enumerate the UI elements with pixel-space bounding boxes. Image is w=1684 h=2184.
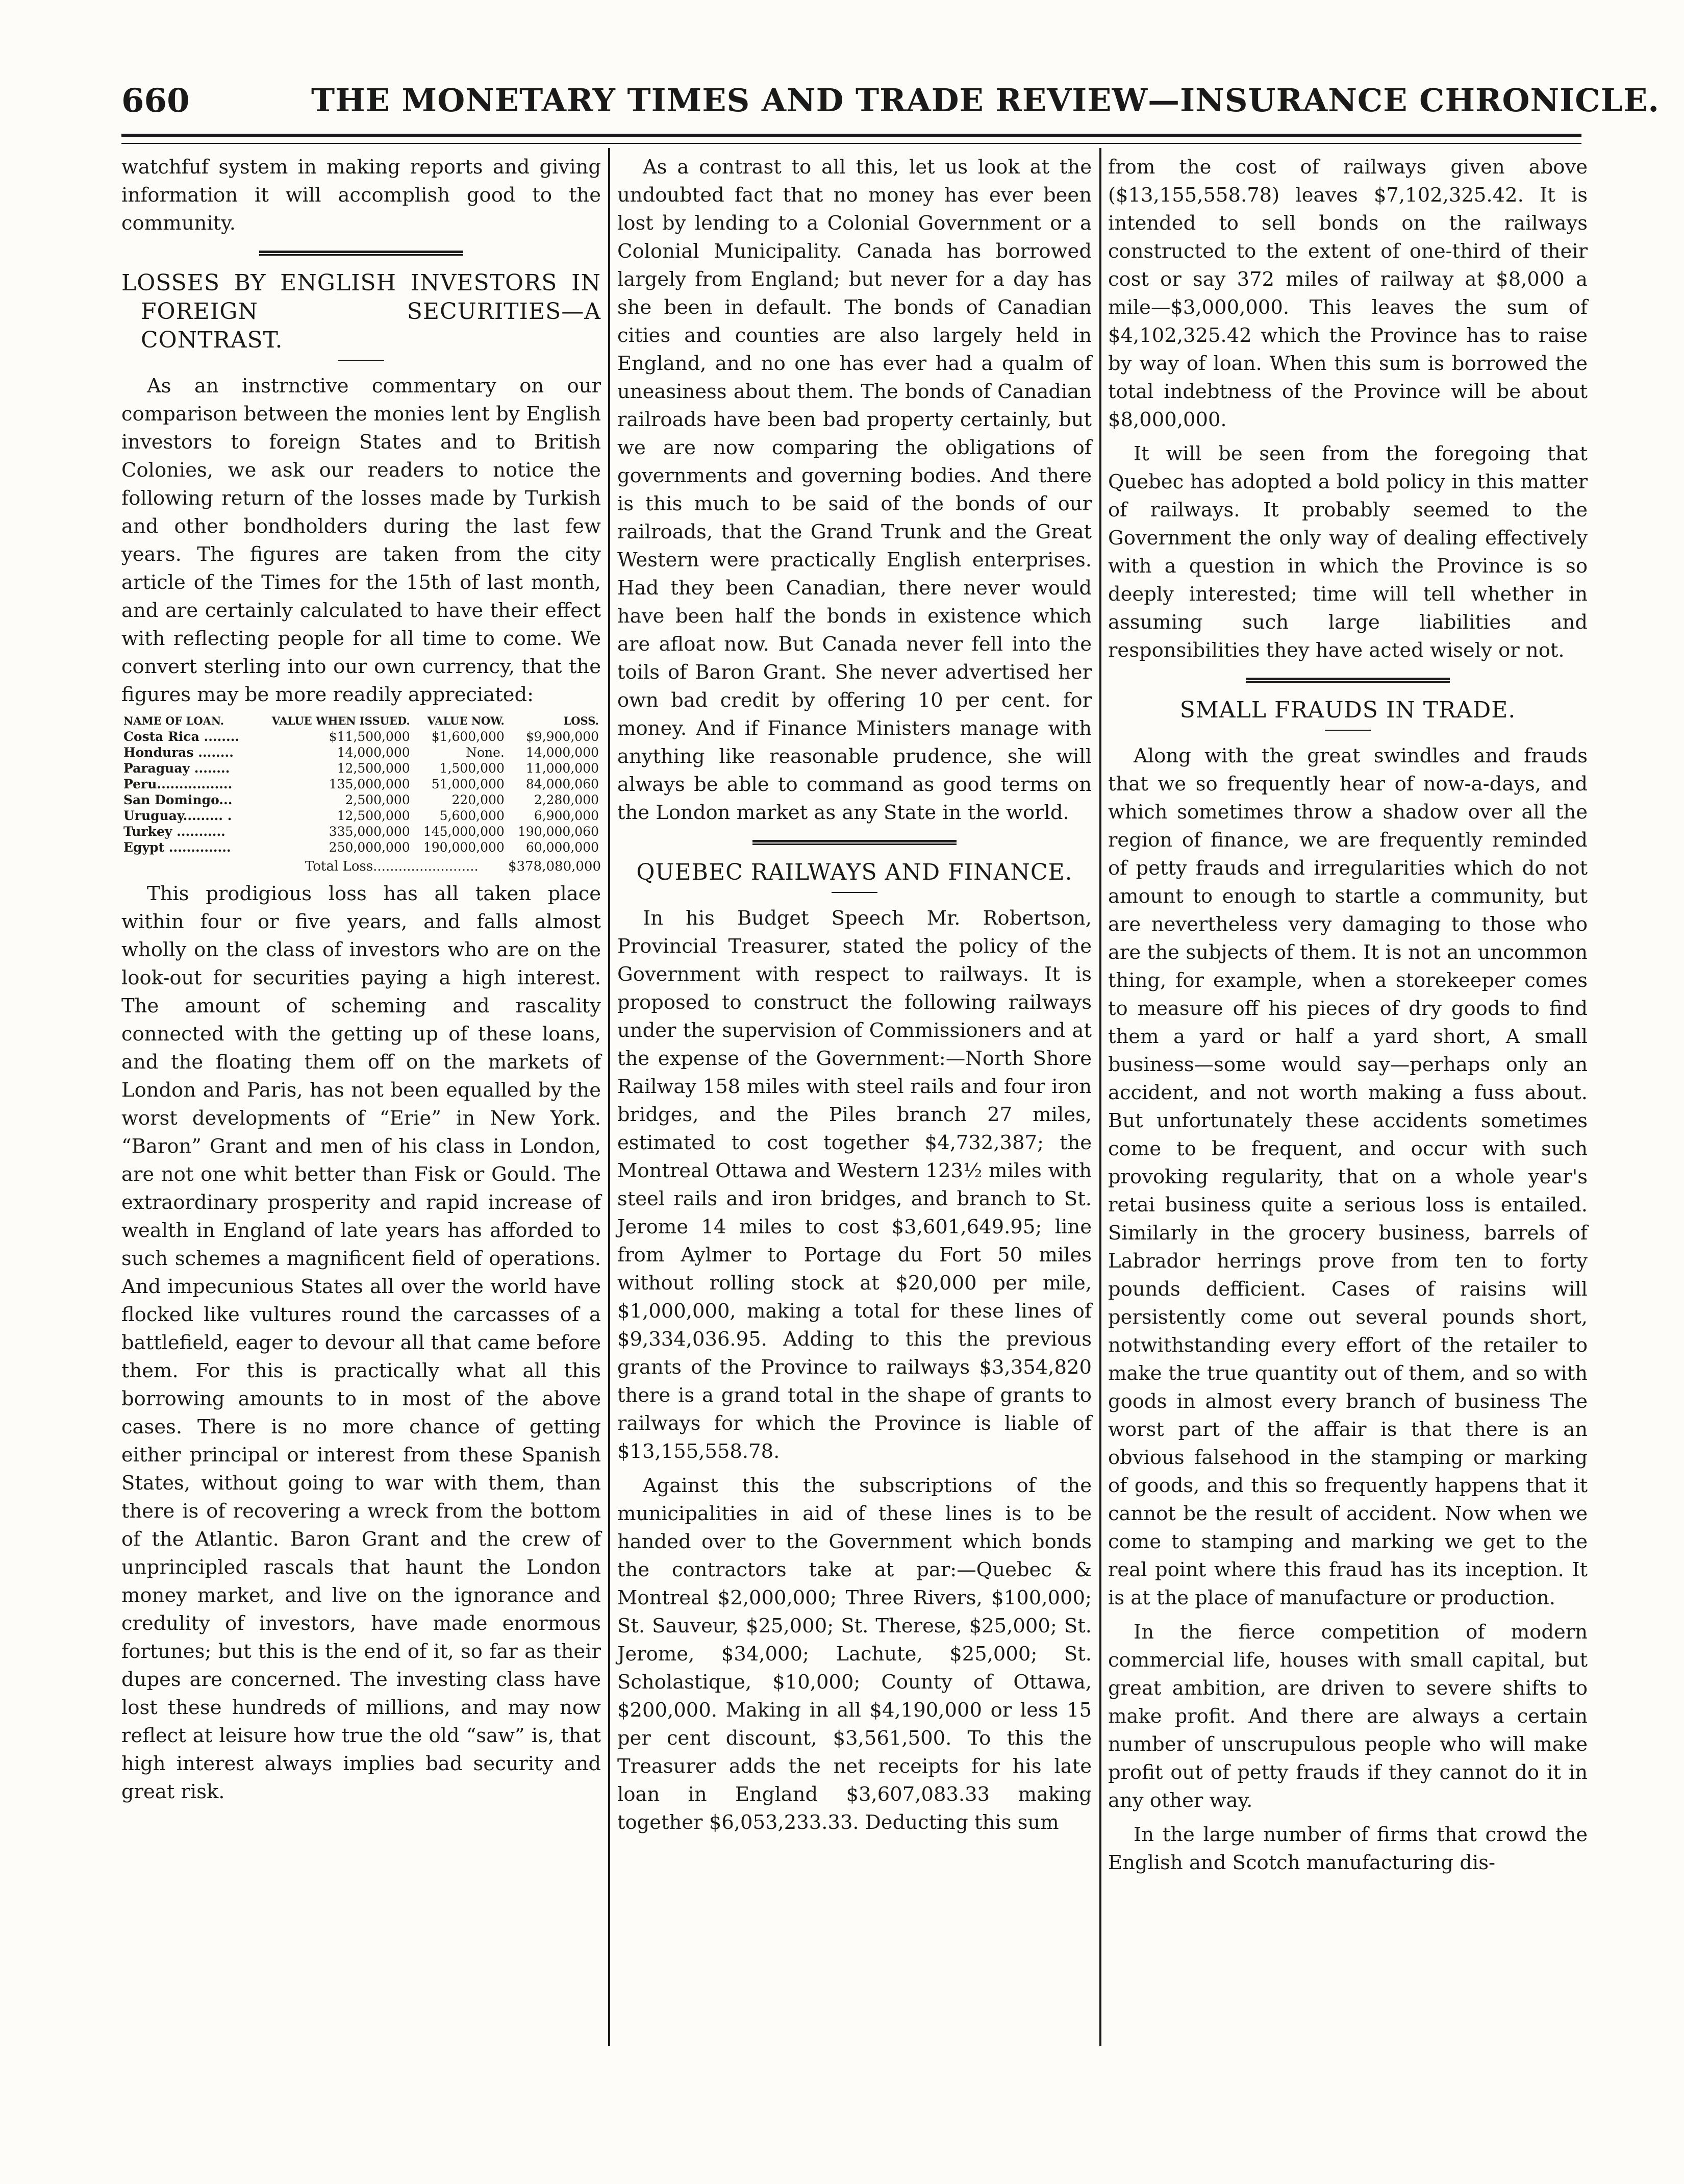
paragraph: Against this the subscriptions of the municipalities in aid of these lines is to be handed over to the Government which bonds the contractors take at par:—Quebec & Montreal $2,000,000; Three Rivers, $100,000; St. Sauveur, $25,000; St. Therese, $25,000; St. Jerome, $34,000; Lachute, $25,000; St. Scholastique, $10,000; County of Ottawa, $200,000. Making in all $4,190,000 or less 15 per cent discount, $3,561,500. To this the Treasurer adds the net receipts for his late loan in England $3,607,083.33 making together $6,053,233.33. Deducting this sum [617,1474,1092,1834]
value-issued: $11,500,000 [329,729,410,744]
column-divider [1099,148,1101,2046]
article-heading: SMALL FRAUDS IN TRADE. [1179,697,1516,723]
header-rule-thin [121,143,1581,144]
table-row [121,792,601,808]
loss: $9,900,000 [525,729,599,744]
loan-name: Honduras ........ [123,745,234,760]
column-3 [1108,153,1588,1883]
table-row [121,744,601,760]
loan-name: San Domingo... [123,792,233,807]
loss: 60,000,000 [525,840,599,855]
loss: 190,000,060 [517,824,599,839]
loss: 11,000,000 [525,761,599,776]
column-1 [121,153,601,1812]
page-number: 660 [121,82,190,120]
column-divider [608,148,610,2046]
column-2 [617,153,1092,1843]
column-header: VALUE WHEN ISSUED. [271,714,410,727]
loan-name: Peru................. [123,777,233,791]
table-row [121,776,601,792]
value-now: 145,000,000 [423,824,505,839]
total-loss-value: $378,080,000 [508,859,601,874]
value-now: 190,000,000 [423,840,505,855]
paragraph: In the large number of firms that crowd the English and Scotch manufacturing dis- [1108,1823,1588,1874]
header-rule [121,134,1581,137]
publication-title: THE MONETARY TIMES AND TRADE REVIEW—INSURANCE CHRONICLE. [311,82,1660,119]
value-issued: 250,000,000 [329,840,410,855]
loan-name: Turkey ........... [123,824,225,839]
paragraph: In his Budget Speech Mr. Robertson, Provincial Treasurer, stated the policy of the Government with respect to railways. It is proposed to construct the following railways under the supervision of Commissioners and at the expense of the Government:—North Shore Railway 158 miles with steel rails and four iron bridges, and the Piles branch 27 miles, estimated to cost together $4,732,387; the Montreal Ottawa and Western 123½ miles with steel rails and iron bridges, and branch to St. Jerome 14 miles to cost $3,601,649.95; line from Aylmer to Portage du Fort 50 miles without rolling stock at $20,000 per mile, $1,000,000, making a total for these lines of $9,334,036.95. Adding to this the previous grants of the Province to railways $3,354,820 there is a grand total in the shape of grants to railways for which the Province is liable of $13,155,558.78. [617,907,1092,1463]
article-heading: QUEBEC RAILWAYS AND FINANCE. [636,859,1073,885]
column-header: VALUE NOW. [427,714,505,727]
loss: 14,000,000 [525,745,599,760]
value-issued: 2,500,000 [345,792,410,807]
table-row [121,824,601,839]
value-issued: 335,000,000 [329,824,410,839]
column-header: LOSS. [563,714,599,727]
table-header-row [121,715,601,729]
losses-table [121,715,601,855]
article-heading: LOSSES BY ENGLISH INVESTORS IN FOREIGN SECURITIES—A CONTRAST. [121,270,601,353]
heading-rule [832,892,877,893]
paragraph: watchfuf system in making reports and giving information it will accomplish good to the community. [121,156,601,235]
section-divider [1246,678,1450,683]
value-issued: 135,000,000 [329,777,410,791]
loss: 84,000,060 [525,777,599,791]
total-loss-row [121,857,601,876]
loan-name: Uruguay......... . [123,808,232,823]
loan-name: Paraguay ........ [123,761,230,776]
table-row [121,839,601,855]
paragraph: As a contrast to all this, let us look at the undoubted fact that no money has ever been lost by lending to a Colonial Government or a Colonial Municipality. Canada has borrowed largely from England; but never for a day has she been in default. The bonds of Canadian cities and counties are also largely held in England, and no one has ever had a qualm of uneasiness about them. The bonds of Canadian railroads have been bad property certainly, but we are now comparing the obligations of governments and governing bodies. And there is this much to be said of the bonds of our railroads, that the Grand Trunk and the Great Western were practically English enterprises. Had they been Canadian, there never would have been half the bonds in existence which are afloat now. But Canada never fell into the toils of Baron Grant. She never advertised her own bad credit by offering 10 per cent. for money. And if Finance Ministers manage with anything like reasonable prudence, she will always be able to command as good terms on the London market as any State in the world. [617,156,1092,824]
value-now: 1,500,000 [439,761,505,776]
paragraph: It will be seen from the foregoing that Quebec has adopted a bold policy in this matter of railways. It probably seemed to the Government the only way of dealing effectively with a question in which the Province is so deeply interested; time will tell whether in assuming such large liabilities and responsibilities they have acted wisely or not. [1108,442,1588,662]
heading-rule [338,360,384,361]
paragraph: from the cost of railways given above ($13,155,558.78) leaves $7,102,325.42. It is intended to sell bonds on the railways constructed to the extent of one-third of their cost or say 372 miles of railway at $8,000 a mile—$3,000,000. This leaves the sum of $4,102,325.42 which the Province has to raise by way of loan. When this sum is borrowed the total indebtness of the Province will be about $8,000,000. [1108,156,1588,431]
value-issued: 12,500,000 [337,808,410,823]
heading-rule [1325,730,1371,731]
value-now: 220,000 [451,792,505,807]
value-now: None. [466,745,505,760]
paragraph: In the fierce competition of modern commercial life, houses with small capital, but great ambition, are driven to severe shifts to make profit. And there are always a certain number of unscrupulous people who will make profit out of petty frauds if they cannot do it in any other way. [1108,1621,1588,1812]
loss: 6,900,000 [534,808,599,823]
paragraph: Along with the great swindles and frauds that we so frequently hear of now-a-days, and which sometimes throw a shadow over all the region of finance, we are frequently reminded of petty frauds and irregularities which do not amount to enough to startle a community, but are nevertheless very damaging to those who are the subjects of them. It is not an uncommon thing, for example, when a storekeeper comes to measure off his pieces of dry goods to find them a yard or half a yard short, A small business—some would say—perhaps only an accident, and not worth making a fuss about. But unfortunately these accidents sometimes come to be frequent, and occur with such provoking regularity, that on a whole year's retai business quite a serious loss is entailed. Similarly in the grocery business, barrels of Labrador herrings prove from ten to forty pounds defficient. Cases of raisins will persistently come out several pounds short, notwithstanding every effort of the retailer to make the true quantity out of them, and so with goods in almost every branch of business The worst part of the affair is that there is an obvious falsehood in the stamping or marking of goods, and this so frequently happens that it cannot be the result of accident. Now when we come to stamping and marking we get to the real point where this fraud has its inception. It is at the place of manufacture or production. [1108,744,1588,1609]
value-issued: 12,500,000 [337,761,410,776]
loss: 2,280,000 [534,792,599,807]
value-now: 51,000,000 [431,777,505,791]
loan-name: Egypt .............. [123,840,231,855]
total-loss-label: Total Loss......................... [305,859,479,874]
value-issued: 14,000,000 [337,745,410,760]
section-divider [752,840,957,845]
value-now: $1,600,000 [431,729,505,744]
table-row [121,760,601,776]
paragraph: As an instrnctive commentary on our comparison between the monies lent by English investors to foreign States and to British Colonies, we ask our readers to notice the following return of the losses made by Turkish and other bondholders during the last few years. The figures are taken from the city article of the Times for the 15th of last month, and are certainly calculated to have their effect with reflecting people for all time to come. We convert sterling into our own currency, that the figures may be more readily appreciated: [121,375,601,706]
paragraph: This prodigious loss has all taken place within four or five years, and falls almost wholly on the class of investors who are on the look-out for securities paying a high interest. The amount of scheming and rascality connected with the getting up of these loans, and the floating them off on the markets of London and Paris, has not been equalled by the worst developments of “Erie” in New York. “Baron” Grant and men of his class in London, are not one whit better than Fisk or Gould. The extraordinary prosperity and rapid increase of wealth in England of late years has afforded to such schemes a magnificent field of operations. And impecunious States all over the world have flocked like vultures round the carcasses of a battlefield, eager to devour all that came before them. For this is practically what all this borrowing amounts to in most of the above cases. There is no more chance of getting either principal or interest from these Spanish States, without going to war with them, than there is of recovering a wreck from the bottom of the Atlantic. Baron Grant and the crew of unprincipled rascals that haunt the London money market, and live on the ignorance and credulity of investors, have made enormous fortunes; but this is the end of it, so far as their dupes are concerned. The investing class have lost these hundreds of millions, and may now reflect at leisure how true the old “saw” is, that high interest always implies bad security and great risk. [121,882,601,1803]
column-header: NAME OF LOAN. [123,714,224,727]
value-now: 5,600,000 [439,808,505,823]
section-divider [259,251,463,256]
table-row [121,808,601,824]
table-row [121,729,601,744]
loan-name: Costa Rica ........ [123,729,240,744]
